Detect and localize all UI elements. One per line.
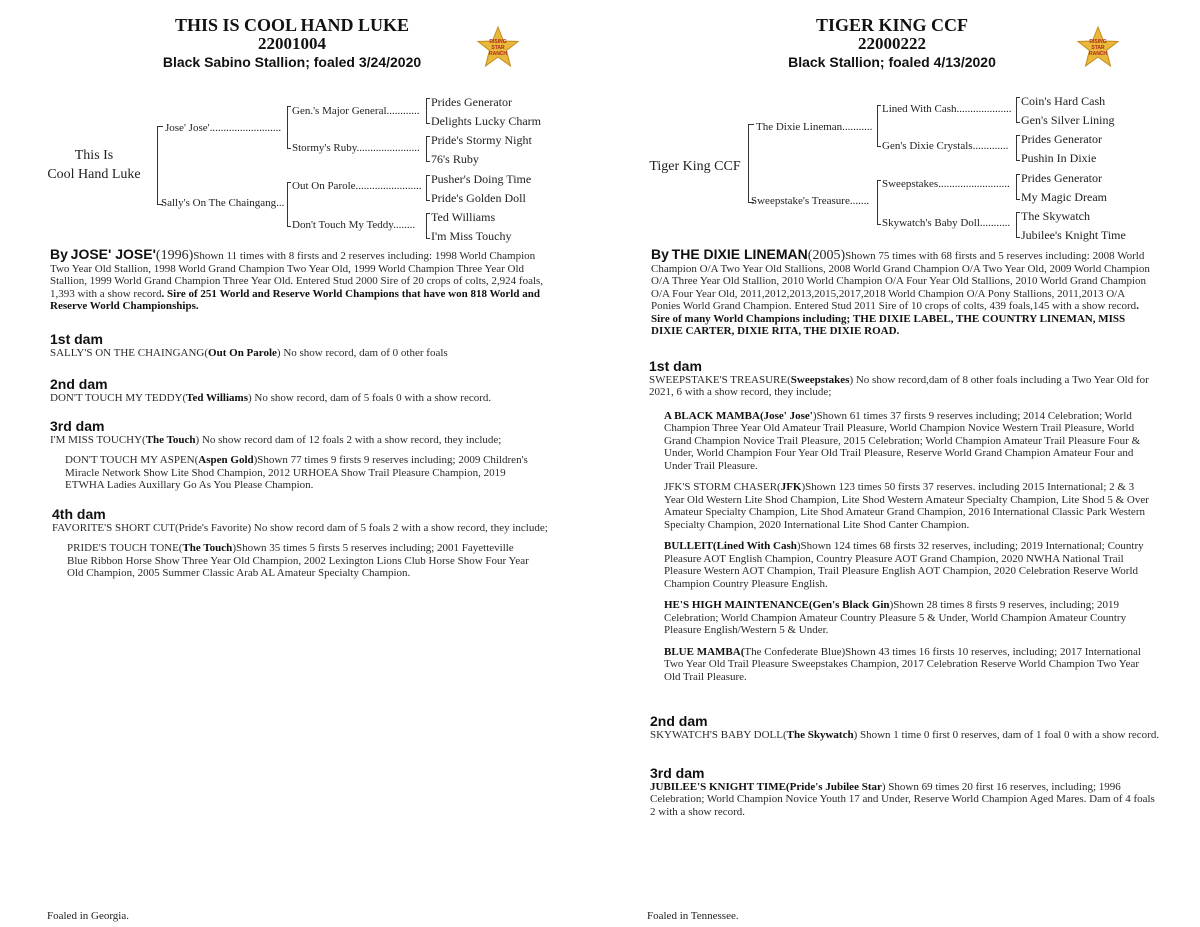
right-horse-subtitle: Black Stallion; foaled 4/13/2020 xyxy=(788,54,996,70)
svg-text:STAR: STAR xyxy=(491,45,505,51)
right-progeny-item: A BLACK MAMBA(Jose' Jose')Shown 61 times 37 firsts 9 reserves including; 2014 Celebration; World Champion Three Year Old Amateur Trail Pleasure, World Champion Novice Western Trail Pleasure, World Grand Champion Novice Trail Pleasure, 2015 Celebration; World Champion Amateur Trail Pleasure Four & Under, World Champion Four Year Old Trail Pleasure, Reserve World Grand Champion Amateur Four and Under Trail Pleasure. xyxy=(664,409,1141,472)
right-pedigree-dam: Sweepstake's Treasure....... xyxy=(751,195,870,207)
left-great-grandparent: Ted Williams xyxy=(431,210,496,224)
left-great-grandparent: Prides Generator xyxy=(431,95,512,109)
left-sire-name: JOSE' JOSE' xyxy=(70,246,156,262)
right-pedigree-sire-dam: Gen's Dixie Crystals............. xyxy=(882,140,1009,152)
left-pedigree-dam: Sally's On The Chaingang... xyxy=(161,197,285,209)
left-third-dam: 3rd dam I'M MISS TOUCHY(The Touch) No show record dam of 12 foals 2 with a show record, they include; DON'T TOUCH MY ASPEN(Aspen Gold)Shown 77 times 9 firsts 9 reserves including; 2009 Children's Miracle Network Show Lite Shod Champion, 2012 URHOEA Show Trail Pleasure Champion, 2019 ETWHA Ladies Auxillary Go As You Please Champion. xyxy=(50,420,560,492)
right-great-grandparent: Prides Generator xyxy=(1021,171,1102,185)
left-pedigree-chart xyxy=(0,0,600,250)
right-pedigree-dam-sire: Sweepstakes.......................... xyxy=(882,178,1010,190)
right-foaled-location: Foaled in Tennessee. xyxy=(647,910,739,922)
svg-text:STAR: STAR xyxy=(1091,45,1105,51)
right-progeny-item: BLUE MAMBA(The Confederate Blue)Shown 43 times 16 firsts 10 reserves, including; 2017 International Two Year Old Trail Pleasure Sweepstakes Champion, 2017 Celebration Reserve World Champion Two Year Old Trail Pleasure. xyxy=(664,645,1141,683)
svg-text:RANCH: RANCH xyxy=(488,51,508,57)
left-great-grandparent: Pusher's Doing Time xyxy=(431,172,532,186)
left-pedigree-dam-sire: Out On Parole........................ xyxy=(292,180,422,192)
left-pedigree-sire: Jose' Jose'.......................... xyxy=(165,122,282,134)
right-progeny-item: JFK'S STORM CHASER(JFK)Shown 123 times 50 firsts 37 reserves. including 2015 International; 2 & 3 Year Old Western Lite Shod Champion, Lite Shod Western Amateur Specialty Champion, Lite Shod 5 & Over Amateur Specialty Champion, Lite Shod Amateur Grand Champion, 2016 International Classic Park Western Specialty Champion, 2020 International Lite Shod Canter Champion. xyxy=(664,481,1149,531)
left-great-grandparent: Pride's Golden Doll xyxy=(431,191,526,205)
left-pedigree-subject: This Is Cool Hand Luke xyxy=(47,148,141,182)
left-foaled-location: Foaled in Georgia. xyxy=(47,910,129,922)
left-great-grandparent: 76's Ruby xyxy=(431,152,479,166)
right-great-grandparent: Pushin In Dixie xyxy=(1021,151,1097,165)
left-great-grandparent: I'm Miss Touchy xyxy=(431,229,512,243)
right-progeny-item: HE'S HIGH MAINTENANCE(Gen's Black Gin)Shown 28 times 8 firsts 9 reserves, including; 2019 Celebration; World Champion Amateur Country Pleasure 5 & Under, World Champion Amateur Country Pleasure English/Western 5 & Under. xyxy=(664,599,1127,636)
left-pedigree-sire-sire: Gen.'s Major General............ xyxy=(292,105,420,117)
svg-text:RISING: RISING xyxy=(1089,39,1107,45)
left-horse-title: THIS IS COOL HAND LUKE xyxy=(174,15,410,35)
left-fourth-dam: 4th dam FAVORITE'S SHORT CUT(Pride's Favorite) No show record dam of 5 foals 2 with a show record, they include; PRIDE'S TOUCH TONE(The Touch)Shown 35 times 5 firsts 5 reserves including; 2001 Fayetteville Blue Ribbon Horse Show Three Year Old Champion, 2002 Lexington Lions Club Horse Show Four Year Old Champion, 2005 Summer Classic Arab AL Amateur Specialty Champion. xyxy=(52,506,548,579)
right-progeny-item: BULLEIT(Lined With Cash)Shown 124 times 68 firsts 32 reserves, including; 2019 International; Country Pleasure AOT English Champion, Country Pleasure AOT Grand Champion, 2020 NWHA National Trail Pleasure Western AOT Champion, Trail Pleasure English AOT Champion, 2020 Celebration Reserve World Champion Country Pleasure English. xyxy=(664,540,1144,590)
right-sire-description: By THE DIXIE LINEMAN(2005)Shown 75 times with 68 firsts and 5 reserves including: 2008 World Champion O/A Two Year Old Stallions, 2008 World Grand Champion O/A Two Year Old, 2009 World Champion O/A Three Year Old Stallion, 2010 World Champion O/A Four Year Old Stallions, 2010 World Grand Champion O/A Four Year Old, 2011,2012,2013,2015,2017,2018 World Champion O/A Pony Stallions, 2011,2013 O/A Ponies World Grand Champion. Entered Stud 2011 Sire of 10 crops of colts, 439 foals,145 with a show record. Sire of many World Champions including; THE DIXIE LABEL, THE COUNTRY LINEMAN, MISS DIXIE CARTER, DIXIE RITA, THE DIXIE ROAD. xyxy=(651,246,1150,337)
right-registration-number: 22000222 xyxy=(858,34,926,53)
right-great-grandparent: Prides Generator xyxy=(1021,132,1102,146)
left-horse-subtitle: Black Sabino Stallion; foaled 3/24/2020 xyxy=(162,54,422,70)
right-great-grandparent: Gen's Silver Lining xyxy=(1021,113,1115,127)
right-pedigree-sire-sire: Lined With Cash.................... xyxy=(882,103,1012,115)
left-great-grandparent: Pride's Stormy Night xyxy=(431,133,532,147)
right-progeny-list xyxy=(664,410,1154,684)
right-pedigree-subject: Tiger King CCF xyxy=(649,159,741,174)
right-first-dam: 1st dam SWEEPSTAKE'S TREASURE(Sweepstakes) No show record,dam of 8 other foals including a Two Year Old for 2021, 6 with a show record, they include; A BLACK MAMBA(Jose' Jose')Shown 61 times 37 firsts 9 reserves including; 2014 Celebration; World Champion Three Year Old Amateur Trail Pleasure, World Champion Novice Western Trail Pleasure, World Grand Champion Novice Trail Pleasure, 2015 Celebration; World Champion Amateur Trail Pleasure Four & Under, World Champion Four Year Old Trail Pleasure, Reserve World Grand Champion Amateur Four and Under Trail Pleasure. JFK'S STORM CHASER(JFK)Shown 123 times 50 firsts 37 reserves. including 2015 International; 2 & 3 Year Old Western Lite Shod Champion, Lite Shod Western Amateur Specialty Champion, Lite Shod 5 & Over Amateur Specialty Champion, Lite Shod Amateur Grand Champion, 2016 International Classic Park Western Specialty Champion, 2020 International Lite Shod Canter Champion. BULLEIT(Lined With Cash)Shown 124 times 68 firsts 32 reserves, including; 2019 International; Country Pleasure AOT English Champion, Country Pleasure AOT Grand Champion, 2020 NWHA National Trail Pleasure Western AOT Champion, Trail Pleasure English AOT Champion, 2020 Celebration Reserve World Champion Country Pleasure English. HE'S HIGH MAINTENANCE(Gen's Black Gin)Shown 28 times 8 firsts 9 reserves, including; 2019 Celebration; World Champion Amateur Country Pleasure 5 & Under, World Champion Amateur Country Pleasure English/Western 5 & Under. BLUE MAMBA(The Confederate Blue)Shown 43 times 16 firsts 10 reserves, including; 2017 International Two Year Old Trail Pleasure Sweepstakes Champion, 2017 Celebration Reserve World Champion Two Year Old Trail Pleasure. xyxy=(649,360,1159,683)
right-third-dam: 3rd dam JUBILEE'S KNIGHT TIME(Pride's Jubilee Star) Shown 69 times 20 first 16 reserves, including; 1996 Celebration; World Champion Novice Youth 17 and Under, Reserve World Champion Aged Mares. Dam of 4 foals 2 with a show record. xyxy=(650,765,1155,818)
left-fourth-dam-progeny: PRIDE'S TOUCH TONE(The Touch)Shown 35 times 5 firsts 5 reserves including; 2001 Fayetteville Blue Ribbon Horse Show Three Year Old Champion, 2002 Lexington Lions Club Horse Show Four Year Old Champion, 2005 Summer Classic Arab AL Amateur Specialty Champion. xyxy=(67,542,529,579)
left-great-grandparent: Delights Lucky Charm xyxy=(431,114,541,128)
right-great-grandparent: The Skywatch xyxy=(1021,209,1090,223)
right-second-dam: 2nd dam SKYWATCH'S BABY DOLL(The Skywatch) Shown 1 time 0 first 0 reserves, dam of 1 foal 0 with a show record. xyxy=(650,713,1160,741)
left-registration-number: 22001004 xyxy=(258,34,326,53)
right-horse-title: TIGER KING CCF xyxy=(815,15,968,35)
right-pedigree-dam-dam: Skywatch's Baby Doll........... xyxy=(882,217,1011,229)
right-sire-name: THE DIXIE LINEMAN xyxy=(671,246,808,262)
right-great-grandparent: Coin's Hard Cash xyxy=(1021,94,1106,108)
left-first-dam: 1st dam SALLY'S ON THE CHAINGANG(Out On Parole) No show record, dam of 0 other foals xyxy=(50,331,448,359)
right-pedigree-chart xyxy=(600,0,1200,250)
left-second-dam: 2nd dam DON'T TOUCH MY TEDDY(Ted Williams) No show record, dam of 5 foals 0 with a show record. xyxy=(50,376,492,404)
left-pedigree-sire-dam: Stormy's Ruby....................... xyxy=(292,142,420,154)
svg-text:RANCH: RANCH xyxy=(1088,51,1108,57)
right-great-grandparent: My Magic Dream xyxy=(1021,190,1107,204)
svg-text:RISING: RISING xyxy=(489,39,507,45)
left-sire-description: By JOSE' JOSE'(1996)Shown 11 times with 8 firsts and 2 reserves including: 1998 World Champion Two Year Old Stallion, 1998 World Grand Champion Two Year Old, 1999 World Champion Three Year Old Stallion, 1999 World Grand Champion Three Year Old. Entered Stud 2000 Sire of 20 crops of colts, 2,924 foals, 1,393 with a show record. Sire of 251 World and Reserve World Champions that have won 818 World and Reserve World Championships. xyxy=(50,246,544,312)
right-horse-sheet xyxy=(600,0,1200,927)
right-great-grandparent: Jubilee's Knight Time xyxy=(1021,228,1126,242)
left-pedigree-dam-dam: Don't Touch My Teddy........ xyxy=(292,219,416,231)
right-pedigree-sire: The Dixie Lineman........... xyxy=(756,121,873,133)
left-third-dam-progeny: DON'T TOUCH MY ASPEN(Aspen Gold)Shown 77 times 9 firsts 9 reserves including; 2009 Children's Miracle Network Show Lite Shod Champion, 2012 URHOEA Show Trail Pleasure Champion, 2019 ETWHA Ladies Auxillary Go As You Please Champion. xyxy=(65,454,528,491)
